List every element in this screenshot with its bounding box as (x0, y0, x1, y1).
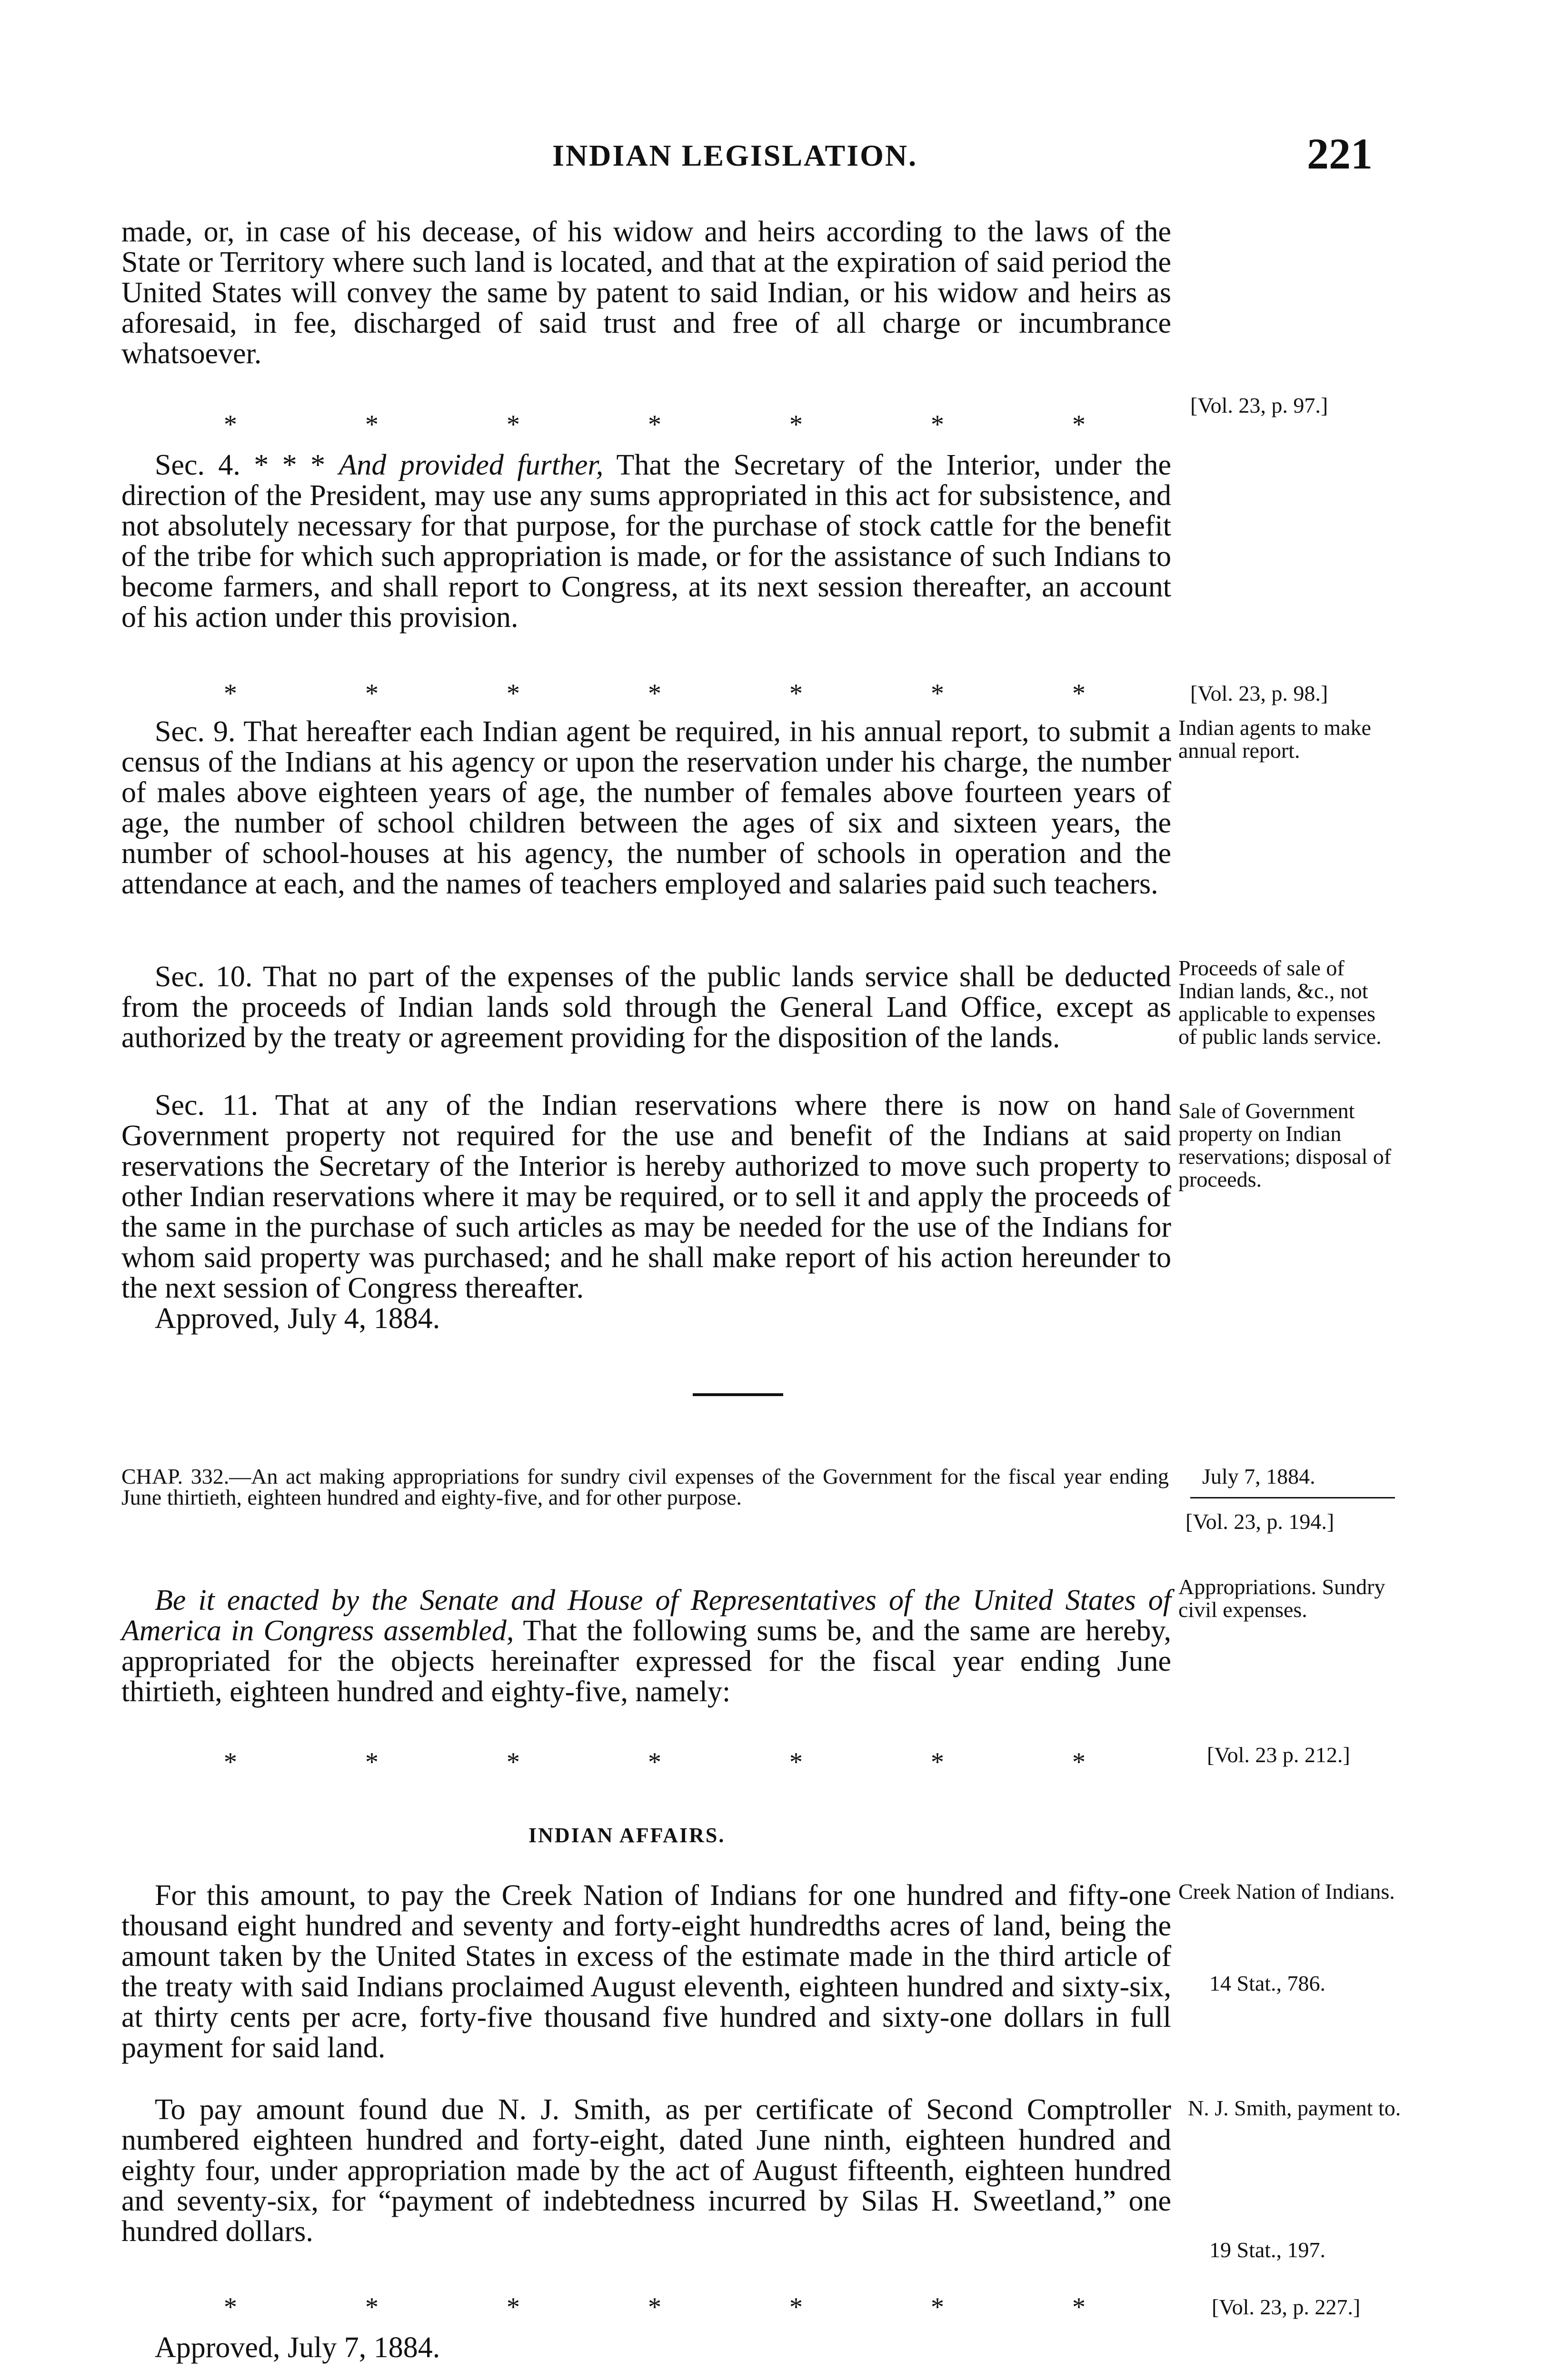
section-italic-proviso: And provided further, (339, 449, 604, 481)
chapter-title: CHAP. 332.—An act making appropriations for sundry civil expenses of the Government for the fiscal year ending June thirtieth, eighteen hundred and eighty-five, and for other purpose. (121, 1464, 1169, 1509)
star: * (931, 2292, 944, 2322)
statute-citation: 19 Stat., 197. (1209, 2238, 1326, 2262)
star: * (365, 2292, 379, 2322)
margin-note: Creek Nation of Indians. (1178, 1879, 1395, 1904)
chapter-heading (121, 1466, 1169, 1508)
star: * (507, 2292, 520, 2322)
paragraph-text: To pay amount found due N. J. Smith, as per certificate of Second Comptroller numbered eighteen hundred and forty-eight, dated June ninth, eighteen hundred and eighty four, under appropriation made by the act of August fifteenth, eighteen hundred and seventy-six, for “payment of indebtedness incurred by Silas H. Sweetland,” one hundred dollars. (121, 2093, 1171, 2248)
margin-rule (1190, 1497, 1395, 1498)
star: * (365, 1747, 379, 1777)
section-text: Sec. 11. That at any of the Indian reservations where there is now on hand Government property not required for the use and benefit of the Indians at said reservations the Secretary of the Interior is hereby authorized to move such property to other Indian reservations where it may be required, or to sell it and apply the proceeds of the same in the purchase of such articles as may be needed for the use of the Indians for whom said property was purchased; and he shall make report of his action hereunder to the next session of Congress thereafter. (121, 1089, 1171, 1304)
star: * (648, 2292, 661, 2322)
enacting-clause (121, 1585, 1171, 1707)
star: * (931, 410, 944, 439)
star: * (224, 1747, 237, 1777)
margin-note: Appropriations. Sundry civil expenses. (1178, 1575, 1385, 1622)
creek-nation-paragraph (121, 1880, 1171, 2063)
star: * (1072, 1747, 1086, 1777)
approval-date: Approved, July 4, 1884. (155, 1302, 440, 1335)
margin-note: N. J. Smith, payment to. (1188, 2096, 1401, 2120)
section-text: Sec. 10. That no part of the expenses of the public lands service shall be deducted from the proceeds of Indian lands sold through the General Land Office, except as authorized by the treaty or agreement providing for the disposition of the lands. (121, 961, 1171, 1054)
star: * (789, 410, 803, 439)
margin-note: Sale of Government property on Indian reservations; disposal of proceeds. (1178, 1099, 1392, 1191)
volume-reference: [Vol. 23, p. 227.] (1212, 2295, 1361, 2319)
star: * (224, 410, 237, 439)
ellipsis-stars (224, 678, 1086, 709)
volume-reference: [Vol. 23, p. 98.] (1190, 681, 1328, 705)
star: * (224, 679, 237, 708)
approval-block (121, 2332, 1171, 2363)
running-header: INDIAN LEGISLATION. (552, 139, 918, 172)
ellipsis-stars (224, 1747, 1086, 1777)
section-heading: INDIAN AFFAIRS. (528, 1824, 726, 1847)
section-9 (121, 716, 1171, 899)
section-4 (121, 450, 1171, 633)
enacting-formula: Be it enacted by the Senate and House of Representatives of the United States of America in Congress assembled, (121, 1584, 1171, 1647)
margin-note: Indian agents to make annual report. (1178, 715, 1371, 763)
section-text: That the Secretary of the Interior, under the direction of the President, may use any sums appropriated in this act for subsistence, and not absolutely necessary for that purpose, for the purchase of stock cattle for the benefit of the tribe for which such appropriation is made, or for the assistance of such Indians to become farmers, and shall report to Congress, at its next session thereafter, an account of his action under this provision. (121, 449, 1171, 634)
star: * (507, 410, 520, 439)
star: * (931, 1747, 944, 1777)
paragraph-continuation (121, 217, 1171, 369)
star: * (648, 679, 661, 708)
volume-reference: [Vol. 23, p. 194.] (1185, 1509, 1335, 1534)
margin-note: Proceeds of sale of Indian lands, &c., not applicable to expenses of public lands service. (1178, 956, 1382, 1049)
star: * (789, 1747, 803, 1777)
star: * (1072, 2292, 1086, 2322)
page-number: 221 (1307, 129, 1373, 178)
star: * (648, 1747, 661, 1777)
volume-reference: [Vol. 23, p. 97.] (1190, 393, 1328, 417)
ellipsis-stars (224, 409, 1086, 440)
star: * (789, 679, 803, 708)
smith-payment-paragraph (121, 2094, 1171, 2247)
star: * (648, 410, 661, 439)
approval-date: Approved, July 7, 1884. (155, 2331, 440, 2364)
star: * (1072, 679, 1086, 708)
star: * (365, 410, 379, 439)
statute-citation: 14 Stat., 786. (1209, 1971, 1326, 1995)
chapter-date: July 7, 1884. (1202, 1464, 1315, 1488)
star: * (224, 2292, 237, 2322)
star: * (507, 679, 520, 708)
ellipsis-stars (224, 2292, 1086, 2322)
paragraph-text: For this amount, to pay the Creek Nation of Indians for one hundred and fifty-one thousand eight hundred and seventy and forty-eight hundredths acres of land, being the amount taken by the United States in excess of the estimate made in the third article of the treaty with said Indians proclaimed August eleventh, eighteen hundred and sixty-six, at thirty cents per acre, forty-five thousand five hundred and sixty-one dollars in full payment for said land. (121, 1879, 1171, 2064)
paragraph-text: made, or, in case of his decease, of his widow and heirs according to the laws of the State or Territory where such land is located, and that at the expiration of said period the United States will convey the same by patent to said Indian, or his widow and heirs as aforesaid, in fee, discharged of said trust and free of all charge or incumbrance whatsoever. (121, 216, 1171, 370)
section-text: Sec. 9. That hereafter each Indian agent be required, in his annual report, to submit a census of the Indians at his agency or upon the reservation under his charge, the number of males above eighteen years of age, the number of females above fourteen years of age, the number of school children between the ages of six and sixteen years, the number of school-houses at his agency, the number of schools in operation and the attendance at each, and the names of teachers employed and salaries paid such teachers. (121, 715, 1171, 900)
enacting-text: That the following sums be, and the same are hereby, appropriated for the objects hereinafter expressed for the fiscal year ending June thirtieth, eighteen hundred and eighty-five, namely: (121, 1615, 1171, 1708)
section-lead: Sec. 4. * * * (155, 449, 339, 481)
volume-reference: [Vol. 23 p. 212.] (1207, 1743, 1350, 1767)
section-11 (121, 1090, 1171, 1334)
star: * (365, 679, 379, 708)
star: * (507, 1747, 520, 1777)
section-divider (693, 1393, 783, 1396)
star: * (789, 2292, 803, 2322)
star: * (931, 679, 944, 708)
star: * (1072, 410, 1086, 439)
section-10 (121, 962, 1171, 1053)
